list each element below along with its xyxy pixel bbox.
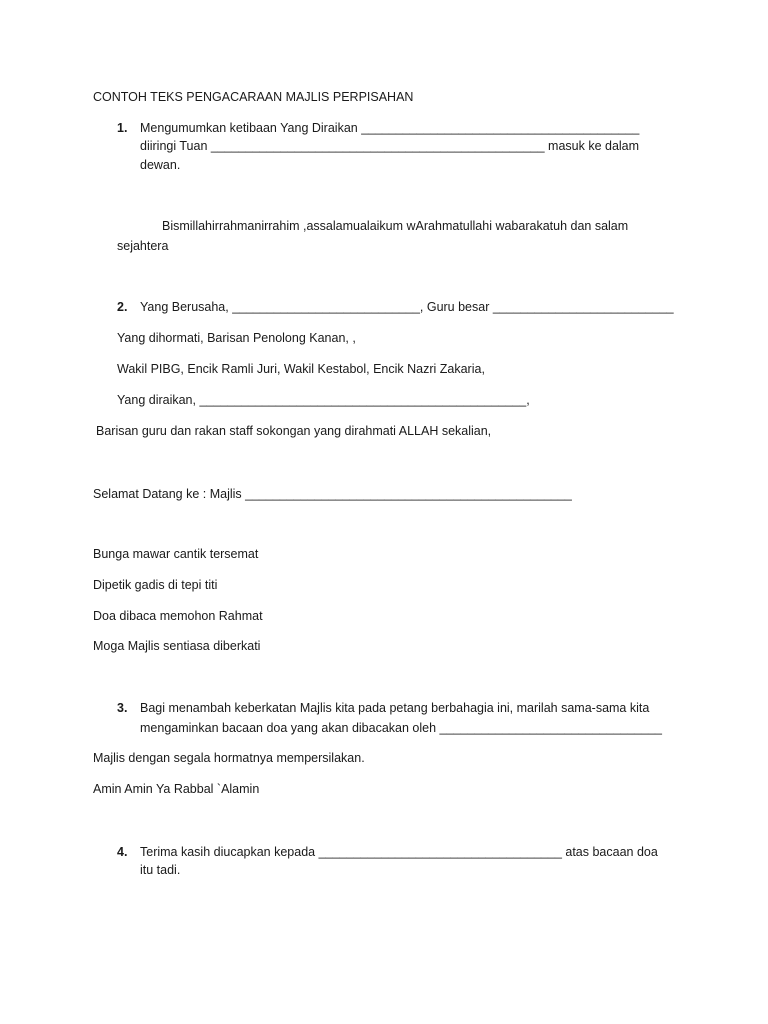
item-4-line-1: Terima kasih diucapkan kepada ___________________________________ atas bacaan doa <box>140 845 658 859</box>
item-2-line-4: Yang diraikan, _______________________________________________, <box>117 393 530 407</box>
item-1-line-1: Mengumumkan ketibaan Yang Diraikan ________________________________________ <box>140 121 640 135</box>
pantun-line: Doa dibaca memohon Rahmat <box>93 609 263 623</box>
item-1-line-3: dewan. <box>140 158 181 172</box>
pantun-line: Moga Majlis sentiasa diberkati <box>93 639 261 653</box>
item-2-line-1: Yang Berusaha, ___________________________, Guru besar __________________________ <box>140 300 674 314</box>
pantun-line: Dipetik gadis di tepi titi <box>93 578 218 592</box>
item-2-number: 2. <box>117 300 128 314</box>
pantun-line: Bunga mawar cantik tersemat <box>93 547 259 561</box>
amin-line: Amin Amin Ya Rabbal `Alamin <box>93 782 260 796</box>
opening-line-1: Bismillahirrahmanirrahim ,assalamualaikum wArahmatullahi wabarakatuh dan salam <box>162 219 629 233</box>
invite-line: Majlis dengan segala hormatnya mempersilakan. <box>93 751 365 765</box>
item-3-line-1: Bagi menambah keberkatan Majlis kita pada petang berbahagia ini, marilah sama-sama kita <box>140 701 650 715</box>
item-2-line-2: Yang dihormati, Barisan Penolong Kanan, , <box>117 331 356 345</box>
document-title: CONTOH TEKS PENGACARAAN MAJLIS PERPISAHAN <box>93 90 414 104</box>
item-2-line-3: Wakil PIBG, Encik Ramli Juri, Wakil Kestabol, Encik Nazri Zakaria, <box>117 362 485 376</box>
welcome-line: Selamat Datang ke : Majlis _______________________________________________ <box>93 487 572 501</box>
item-3-line-2: mengaminkan bacaan doa yang akan dibacakan oleh ________________________________ <box>140 721 662 735</box>
item-4-number: 4. <box>117 845 128 859</box>
item-1-number: 1. <box>117 121 128 135</box>
item-4-line-2: itu tadi. <box>140 863 181 877</box>
greeting-line: Barisan guru dan rakan staff sokongan yang dirahmati ALLAH sekalian, <box>96 424 492 438</box>
item-3-number: 3. <box>117 701 128 715</box>
opening-line-2: sejahtera <box>117 239 169 253</box>
item-1-line-2: diiringi Tuan ________________________________________________ masuk ke dalam <box>140 139 640 153</box>
